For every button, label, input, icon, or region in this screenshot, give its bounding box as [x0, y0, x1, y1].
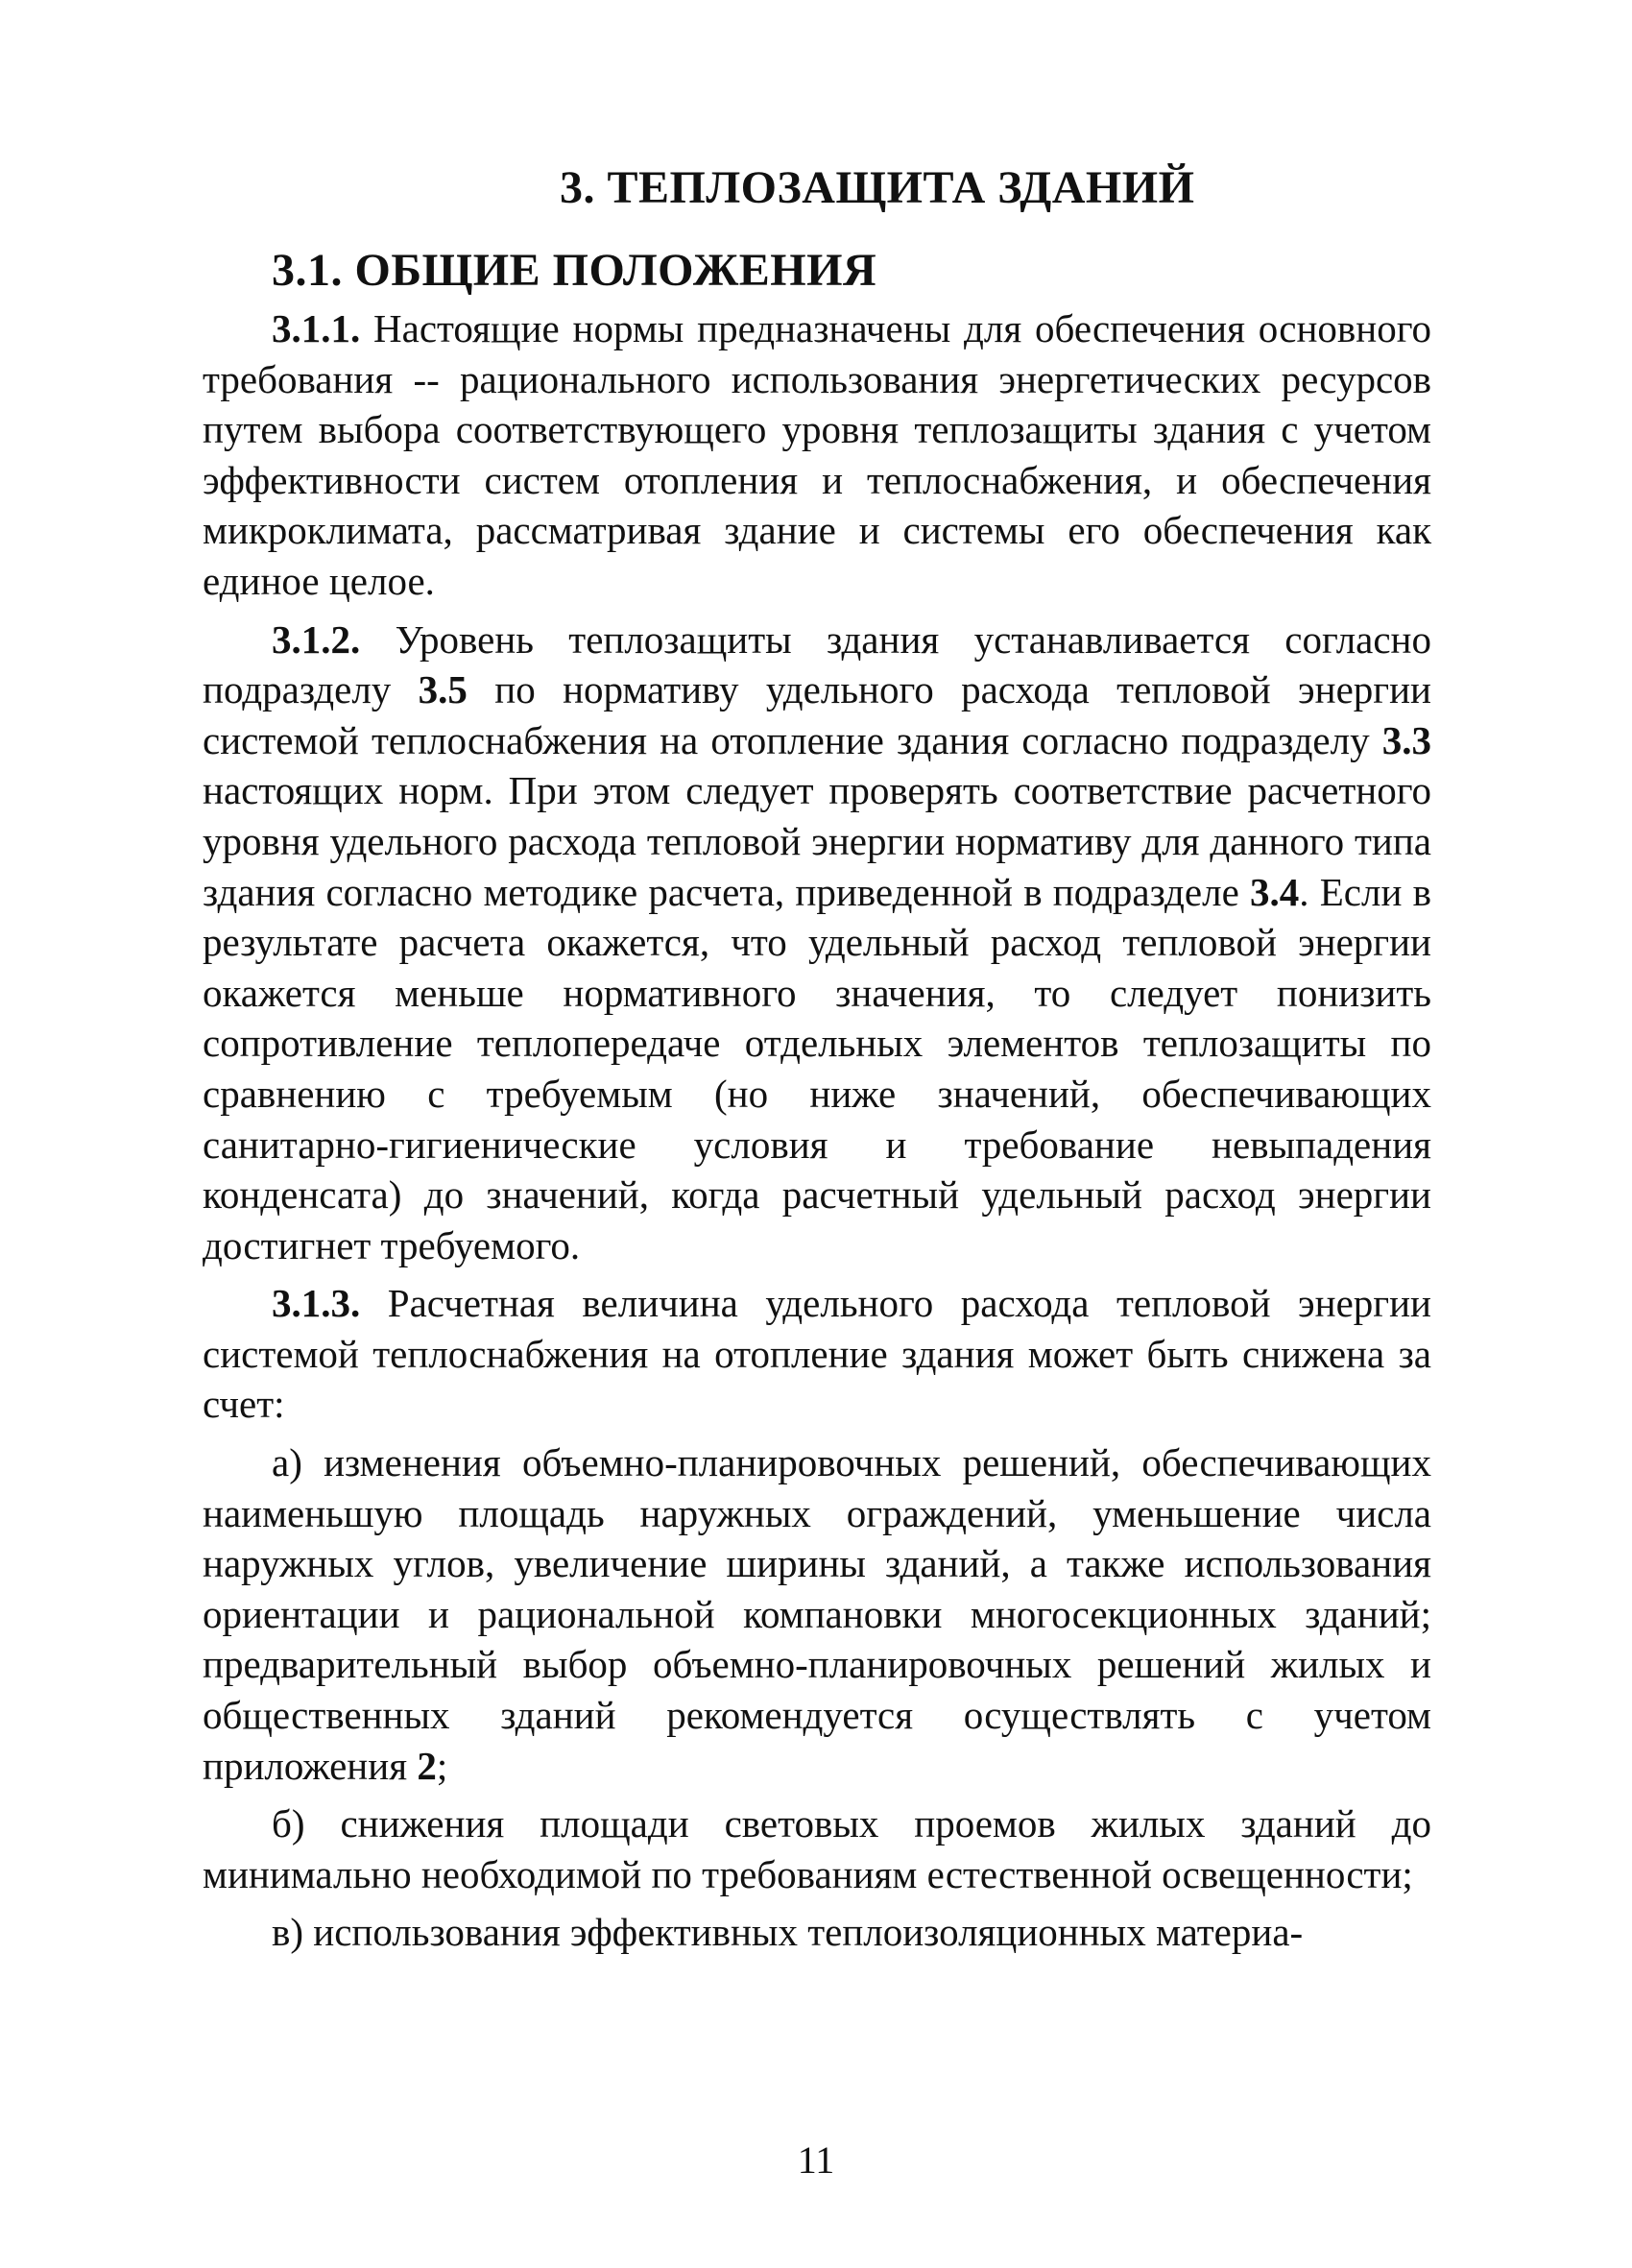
subsection-reference: 3.4	[1250, 869, 1300, 914]
subsection-reference: 3.5	[418, 667, 468, 712]
chapter-title: 3. ТЕПЛОЗАЩИТА ЗДАНИЙ	[560, 162, 1195, 213]
page-number: 11	[797, 2138, 835, 2182]
list-item-text: а) изменения объемно-планировочных решений, обеспечивающих наименьшую площадь наружных ограждений, уменьшение числа наружных углов, увеличение ширины зданий, а также использования ориентации и рациональной компановки многосекционных зданий; предварительный выбор объемно-планировочных решений жилых и общественных зданий рекомендуется осуществлять с учетом приложения	[203, 1440, 1431, 1788]
paragraph-text: Расчетная величина удельного расхода тепловой энергии системой теплоснабжения на отопление здания может быть снижена за счет:	[203, 1281, 1431, 1427]
paragraph-text: Настоящие нормы предназначены для обеспечения основного требования -- рационального использования энергетических ресурсов путем выбора соответствующего уровня теплозащиты здания с учетом эффективности систем отопления и теплоснабжения, и обеспечения микроклимата, рассматривая здание и системы его обеспечения как единое целое.	[203, 306, 1431, 603]
paragraph-text: по нормативу удельного расхода тепловой энергии системой теплоснабжения на отопление здания согласно подразделу	[203, 667, 1431, 762]
list-item-tail: ;	[436, 1743, 448, 1788]
paragraph-number: 3.1.2.	[272, 616, 361, 662]
paragraph-number: 3.1.3.	[272, 1281, 361, 1326]
document-page	[203, 154, 1431, 1958]
list-item-text: б) снижения площади световых проемов жилых зданий до минимально необходимой по требованиям естественной освещенности;	[203, 1801, 1431, 1896]
appendix-reference: 2	[417, 1743, 437, 1788]
paragraph-3-1-1	[203, 303, 1431, 607]
paragraph-text: настоящих норм. При этом следует проверять соответствие расчетного уровня удельного расхода тепловой энергии нормативу для данного типа здания согласно методике расчета, приведенной в подразделе	[203, 768, 1431, 914]
list-item-v	[203, 1907, 1431, 1958]
paragraph-text: Уровень теплозащиты здания устанавливается согласно подразделу	[203, 616, 1431, 712]
section-title: 3.1. ОБЩИЕ ПОЛОЖЕНИЯ	[272, 245, 877, 296]
subsection-reference: 3.3	[1381, 717, 1431, 762]
paragraph-3-1-2	[203, 615, 1431, 1271]
list-item-b	[203, 1798, 1431, 1899]
list-item-a	[203, 1437, 1431, 1791]
paragraph-3-1-3	[203, 1278, 1431, 1430]
paragraph-text: . Если в результате расчета окажется, что удельный расход тепловой энергии окажется меньше нормативного значения, то следует понизить сопротивление теплопередаче отдельных элементов теплозащиты по сравнению с требуемым (но ниже значений, обеспечивающих санитарно-гигиенические условия и требование невыпадения конденсата) до значений, когда расчетный удельный расход энергии достигнет требуемого.	[203, 869, 1431, 1267]
paragraph-number: 3.1.1.	[272, 306, 361, 350]
list-item-text: в) использования эффективных теплоизоляционных материа-	[272, 1910, 1304, 1955]
